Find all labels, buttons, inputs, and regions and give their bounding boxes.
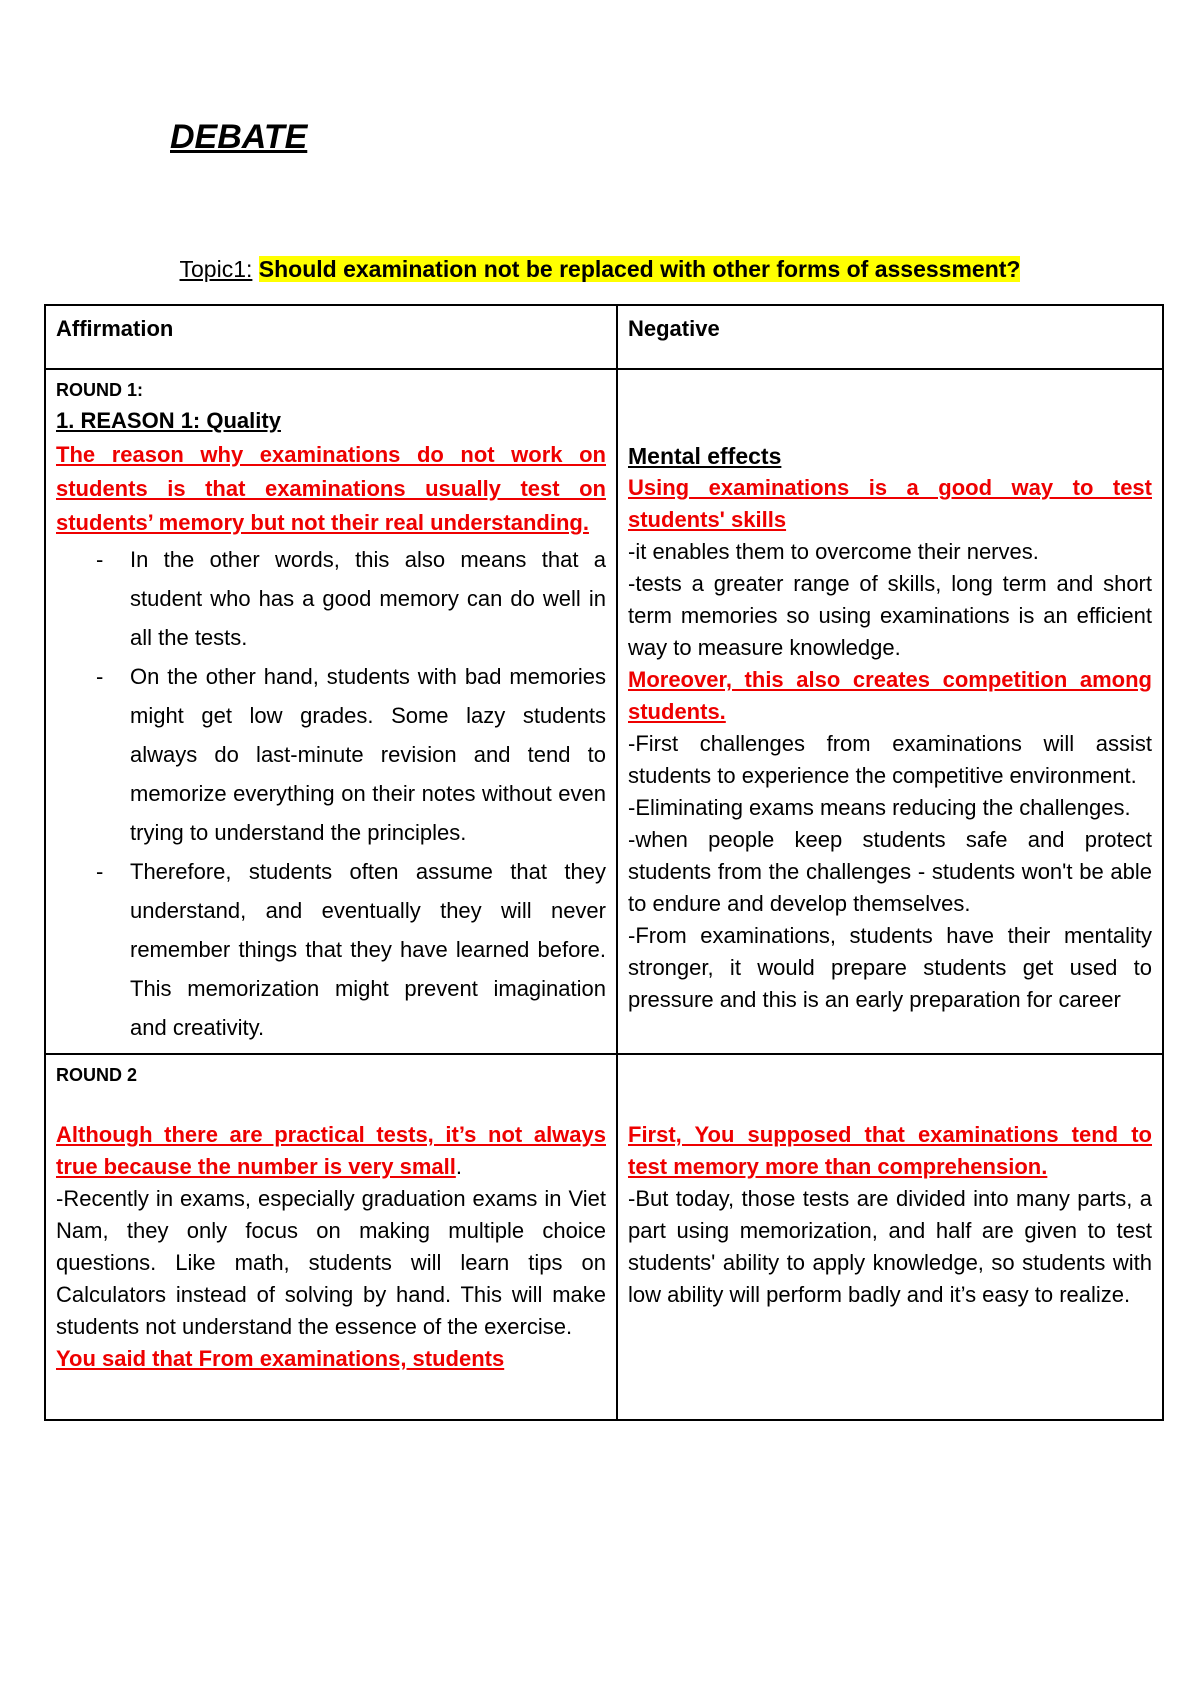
affirmation-header: Affirmation: [45, 305, 617, 369]
round1-affirmation-cell: [45, 369, 617, 1054]
round1-aff-points: [56, 540, 606, 1047]
round2-neg-claim: First, You supposed that examinations tend to test memory more than comprehension.: [628, 1122, 1152, 1179]
round1-neg-claim2: Moreover, this also creates competition among students.: [628, 667, 1152, 724]
round2-aff-claim2: You said that From examinations, students: [56, 1346, 505, 1371]
list-item: -tests a greater range of skills, long term and short term memories so using examinations is an efficient way to measure knowledge.: [628, 571, 1152, 660]
document-title: DEBATE: [170, 118, 308, 156]
round2-aff-claim-end: .: [455, 1154, 462, 1179]
list-item: -when people keep students safe and protect students from the challenges - students won't be able to endure and develop themselves.: [628, 827, 1152, 916]
list-item: -Eliminating exams means reducing the challenges.: [628, 795, 1131, 820]
topic-label: Topic1:: [179, 256, 253, 282]
list-item: -it enables them to overcome their nerves.: [628, 539, 1039, 564]
round1-negative-cell: [617, 369, 1163, 1054]
topic-question: Should examination not be replaced with other forms of assessment?: [258, 256, 1021, 282]
list-item: -From examinations, students have their mentality stronger, it would prepare students get used to pressure and this is an early preparation for career: [628, 923, 1152, 1012]
round1-neg-claim1: Using examinations is a good way to test students' skills: [628, 475, 1152, 532]
debate-table: [44, 304, 1164, 1421]
topic-line: [0, 256, 1200, 283]
round2-aff-claim: Although there are practical tests, it’s not always true because the number is very small: [56, 1122, 606, 1179]
round1-aff-claim: The reason why examinations do not work on students is that examinations usually test on students’ memory but not their real understanding.: [56, 442, 606, 535]
list-item: - Therefore, students often assume that they understand, and eventually they will never remember things that they have learned before. This memorization might prevent imagination and creativity.: [56, 852, 606, 1047]
round2-aff-claim-para: [56, 1119, 606, 1183]
negative-header: Negative: [617, 305, 1163, 369]
list-item: - In the other words, this also means that a student who has a good memory can do well in all the tests.: [56, 540, 606, 657]
round1-label: ROUND 1:: [56, 380, 144, 400]
round1-neg-heading: Mental effects: [628, 443, 782, 469]
round2-aff-text: -Recently in exams, especially graduation exams in Viet Nam, they only focus on making multiple choice questions. Like math, students will learn tips on Calculators instead of solving by hand. This will make students not understand the essence of the exercise.: [56, 1186, 606, 1339]
round2-affirmation-cell: [45, 1054, 617, 1420]
round1-reason: 1. REASON 1: Quality: [56, 408, 281, 433]
round2-neg-text: -But today, those tests are divided into many parts, a part using memorization, and half are given to test students' ability to apply knowledge, so students with low ability will perform badly and it’s easy to realize.: [628, 1186, 1152, 1307]
list-item: - On the other hand, students with bad memories might get low grades. Some lazy students always do last-minute revision and tend to memorize everything on their notes without even trying to understand the principles.: [56, 657, 606, 852]
round2-label: ROUND 2: [56, 1065, 138, 1085]
round2-negative-cell: [617, 1054, 1163, 1420]
list-item: -First challenges from examinations will assist students to experience the competitive environment.: [628, 731, 1152, 788]
